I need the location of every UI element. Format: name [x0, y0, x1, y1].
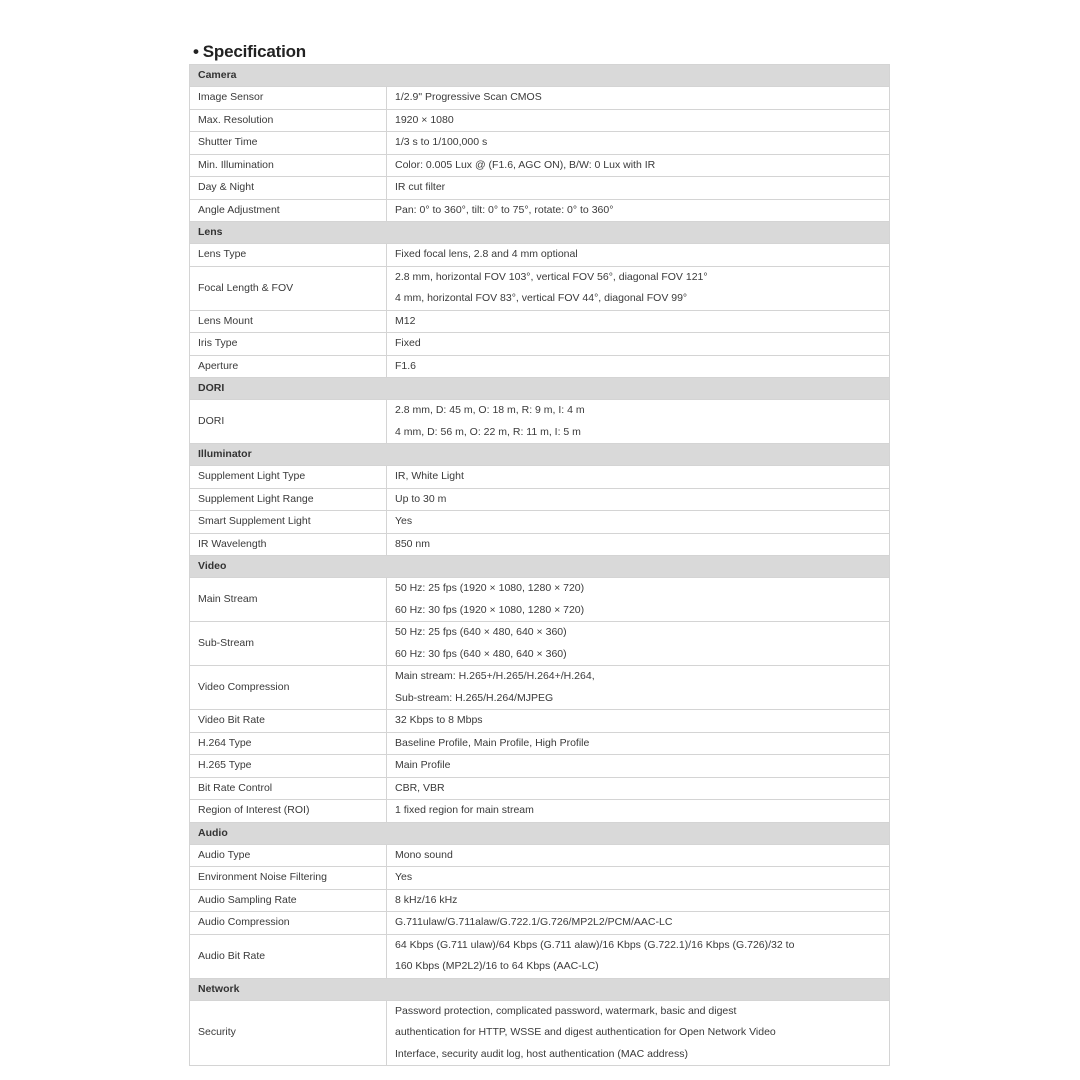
- spec-value-line: IR cut filter: [395, 181, 446, 193]
- table-row: [190, 844, 890, 867]
- table-row: [190, 622, 890, 666]
- table-row: [190, 533, 890, 556]
- spec-value: [387, 666, 890, 710]
- spec-value-line: Baseline Profile, Main Profile, High Profile: [395, 736, 590, 749]
- table-row: [190, 511, 890, 534]
- page-title: [193, 42, 306, 62]
- spec-value: [387, 755, 890, 778]
- spec-value-line: 1/2.9" Progressive Scan CMOS: [395, 91, 542, 103]
- spec-value: [387, 154, 890, 177]
- table-row: [190, 889, 890, 912]
- spec-value: [387, 710, 890, 733]
- spec-label: Lens Type: [190, 244, 387, 267]
- table-row: [190, 710, 890, 733]
- table-row: [190, 132, 890, 155]
- spec-label: DORI: [190, 400, 387, 444]
- spec-value: [387, 732, 890, 755]
- section-header-network: [190, 978, 890, 1000]
- spec-label: Image Sensor: [190, 87, 387, 110]
- spec-value: [387, 333, 890, 356]
- specification-table-body: [190, 65, 890, 1066]
- spec-label: Min. Illumination: [190, 154, 387, 177]
- table-row: [190, 867, 890, 890]
- spec-value-line: M12: [395, 314, 416, 327]
- spec-label: Audio Bit Rate: [190, 934, 387, 978]
- spec-value: [387, 800, 890, 823]
- spec-value-line: 850 nm: [395, 537, 431, 550]
- section-header-audio: [190, 822, 890, 844]
- table-row: [190, 755, 890, 778]
- spec-value-line: Yes: [395, 871, 413, 883]
- table-row: [190, 199, 890, 222]
- spec-label: Lens Mount: [190, 310, 387, 333]
- spec-value: [387, 867, 890, 890]
- spec-value-line: IR, White Light: [395, 470, 464, 482]
- spec-label: Audio Type: [190, 844, 387, 867]
- spec-value-line: Mono sound: [395, 848, 453, 861]
- spec-value-line: 1 fixed region for main stream: [395, 804, 534, 816]
- table-row: [190, 109, 890, 132]
- spec-value: [387, 400, 890, 444]
- spec-value: [387, 844, 890, 867]
- table-row: [190, 488, 890, 511]
- spec-label: Sub-Stream: [190, 622, 387, 666]
- table-row: [190, 177, 890, 200]
- spec-label: Max. Resolution: [190, 109, 387, 132]
- spec-label: Aperture: [190, 355, 387, 378]
- spec-value-line: 32 Kbps to 8 Mbps: [395, 714, 483, 726]
- table-row: [190, 732, 890, 755]
- spec-label: Supplement Light Type: [190, 466, 387, 489]
- spec-value: [387, 177, 890, 200]
- spec-value-line: Fixed: [395, 337, 421, 349]
- table-row: [190, 777, 890, 800]
- section-header-lens: [190, 222, 890, 244]
- spec-value: [387, 488, 890, 511]
- spec-value-line: 64 Kbps (G.711 ulaw)/64 Kbps (G.711 alaw)/16 Kbps (G.722.1)/16 Kbps (G.726)/32 to: [395, 938, 795, 951]
- spec-label: Iris Type: [190, 333, 387, 356]
- section-title: Network: [190, 978, 890, 1000]
- table-row: [190, 800, 890, 823]
- spec-label: Day & Night: [190, 177, 387, 200]
- section-title: Lens: [190, 222, 890, 244]
- section-title: Camera: [190, 65, 890, 87]
- spec-value: [387, 310, 890, 333]
- spec-value-line: Pan: 0° to 360°, tilt: 0° to 75°, rotate: 0° to 360°: [395, 203, 614, 216]
- spec-value: [387, 934, 890, 978]
- table-row: [190, 400, 890, 444]
- spec-label: Environment Noise Filtering: [190, 867, 387, 890]
- spec-value: [387, 355, 890, 378]
- section-title: Illuminator: [190, 444, 890, 466]
- spec-value-line: 50 Hz: 25 fps (1920 × 1080, 1280 × 720): [395, 582, 585, 594]
- table-row: [190, 666, 890, 710]
- spec-value-line: Main Profile: [395, 759, 451, 771]
- spec-value-line: 1920 × 1080: [395, 113, 454, 126]
- spec-value: [387, 912, 890, 935]
- spec-value: [387, 511, 890, 534]
- table-row: [190, 934, 890, 978]
- table-row: [190, 1000, 890, 1066]
- spec-value-line: Main stream: H.265+/H.265/H.264+/H.264,: [395, 670, 595, 682]
- spec-label: Main Stream: [190, 578, 387, 622]
- spec-value: [387, 132, 890, 155]
- table-row: [190, 333, 890, 356]
- spec-label: Focal Length & FOV: [190, 266, 387, 310]
- spec-value-line: 160 Kbps (MP2L2)/16 to 64 Kbps (AAC-LC): [395, 960, 599, 972]
- title-bullet: •: [193, 42, 199, 61]
- section-header-video: [190, 556, 890, 578]
- section-header-dori: [190, 378, 890, 400]
- spec-label: H.265 Type: [190, 755, 387, 778]
- spec-value: [387, 622, 890, 666]
- page-title-text: Specification: [202, 42, 306, 61]
- spec-value: [387, 889, 890, 912]
- spec-label: Smart Supplement Light: [190, 511, 387, 534]
- spec-value: [387, 199, 890, 222]
- spec-value: [387, 87, 890, 110]
- spec-label: IR Wavelength: [190, 533, 387, 556]
- spec-value: [387, 533, 890, 556]
- spec-value-line: Yes: [395, 515, 413, 527]
- spec-value-line: G.711ulaw/G.711alaw/G.722.1/G.726/MP2L2/PCM/AAC-LC: [395, 916, 673, 928]
- table-row: [190, 244, 890, 267]
- spec-value-line: 8 kHz/16 kHz: [395, 893, 458, 906]
- spec-value-line: F1.6: [395, 359, 417, 372]
- spec-label: Bit Rate Control: [190, 777, 387, 800]
- spec-value-line: Color: 0.005 Lux @ (F1.6, AGC ON), B/W: 0 Lux with IR: [395, 158, 656, 171]
- spec-value-line: Sub-stream: H.265/H.264/MJPEG: [395, 691, 554, 704]
- table-row: [190, 310, 890, 333]
- spec-value: [387, 244, 890, 267]
- spec-value-line: authentication for HTTP, WSSE and digest authentication for Open Network Video: [395, 1026, 776, 1038]
- spec-value: [387, 466, 890, 489]
- spec-label: Audio Sampling Rate: [190, 889, 387, 912]
- table-row: [190, 578, 890, 622]
- spec-value-line: CBR, VBR: [395, 781, 445, 794]
- spec-label: Supplement Light Range: [190, 488, 387, 511]
- spec-value-line: 50 Hz: 25 fps (640 × 480, 640 × 360): [395, 626, 567, 638]
- table-row: [190, 355, 890, 378]
- table-row: [190, 87, 890, 110]
- spec-label: Angle Adjustment: [190, 199, 387, 222]
- section-header-illuminator: [190, 444, 890, 466]
- section-title: Video: [190, 556, 890, 578]
- spec-label: Region of Interest (ROI): [190, 800, 387, 823]
- spec-label: Video Compression: [190, 666, 387, 710]
- spec-value: [387, 578, 890, 622]
- table-row: [190, 154, 890, 177]
- table-row: [190, 266, 890, 310]
- spec-value-line: Fixed focal lens, 2.8 and 4 mm optional: [395, 248, 578, 260]
- spec-value-line: 2.8 mm, horizontal FOV 103°, vertical FOV 56°, diagonal FOV 121°: [395, 270, 708, 283]
- spec-label: Security: [190, 1000, 387, 1066]
- spec-value-line: Password protection, complicated password, watermark, basic and digest: [395, 1004, 737, 1017]
- section-title: DORI: [190, 378, 890, 400]
- spec-value-line: 1/3 s to 1/100,000 s: [395, 136, 488, 148]
- spec-label: Audio Compression: [190, 912, 387, 935]
- table-row: [190, 912, 890, 935]
- spec-value-line: Interface, security audit log, host authentication (MAC address): [395, 1047, 688, 1060]
- spec-value: [387, 1000, 890, 1066]
- spec-value: [387, 266, 890, 310]
- spec-label: H.264 Type: [190, 732, 387, 755]
- section-header-camera: [190, 65, 890, 87]
- spec-value-line: 2.8 mm, D: 45 m, O: 18 m, R: 9 m, I: 4 m: [395, 404, 585, 416]
- spec-value-line: Up to 30 m: [395, 492, 447, 505]
- spec-value-line: 4 mm, D: 56 m, O: 22 m, R: 11 m, I: 5 m: [395, 425, 581, 438]
- spec-label: Shutter Time: [190, 132, 387, 155]
- section-title: Audio: [190, 822, 890, 844]
- spec-value-line: 60 Hz: 30 fps (1920 × 1080, 1280 × 720): [395, 603, 585, 616]
- specification-table: [189, 64, 890, 1066]
- spec-value-line: 60 Hz: 30 fps (640 × 480, 640 × 360): [395, 647, 567, 660]
- spec-value-line: 4 mm, horizontal FOV 83°, vertical FOV 44°, diagonal FOV 99°: [395, 292, 688, 304]
- spec-value: [387, 777, 890, 800]
- spec-label: Video Bit Rate: [190, 710, 387, 733]
- spec-value: [387, 109, 890, 132]
- table-row: [190, 466, 890, 489]
